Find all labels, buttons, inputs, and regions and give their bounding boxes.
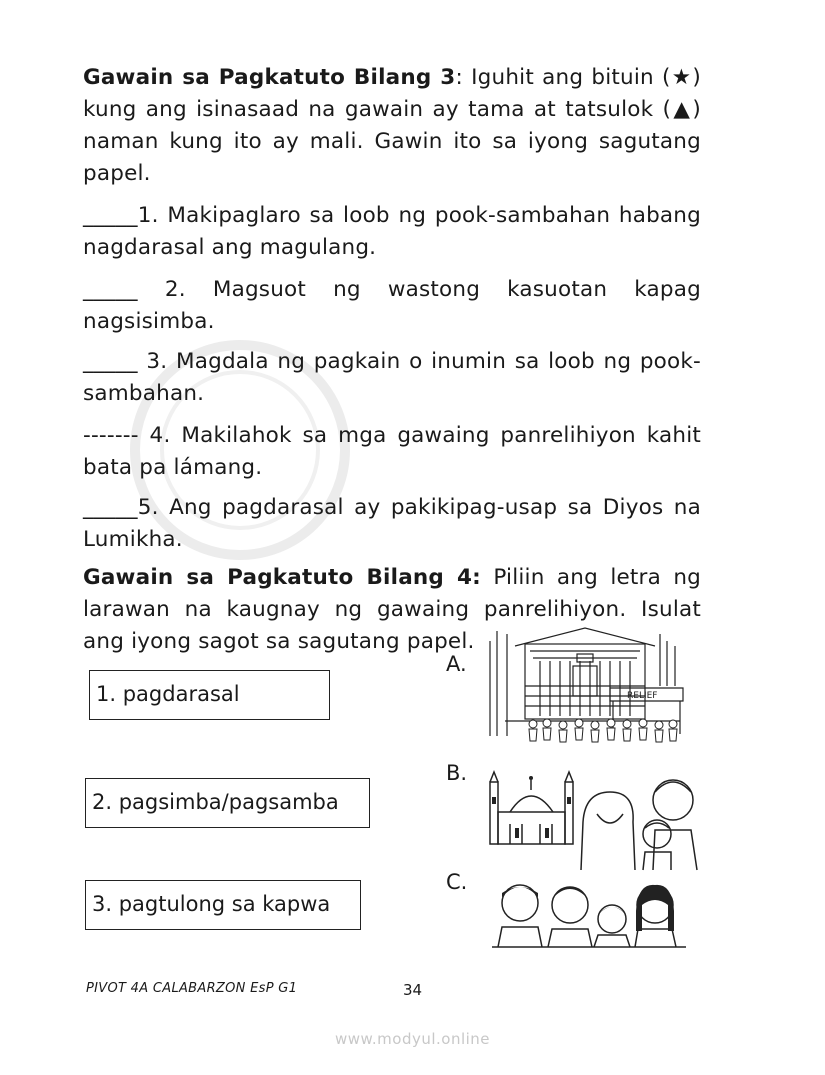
activity3-item-2	[83, 274, 701, 338]
picture-a-church-relief	[485, 626, 685, 746]
choice-box-3: 3. pagtulong sa kapwa	[85, 880, 361, 930]
activity3-title: Gawain sa Pagkatuto Bilang 3	[83, 65, 456, 90]
picture-c-praying-family	[490, 875, 690, 955]
choice-box-1: 1. pagdarasal	[89, 670, 330, 720]
item-text: 3. Magdala ng pagkain o inumin sa loob ng pook-sambahan.	[83, 349, 701, 406]
answer-blank: _____	[83, 495, 138, 520]
page-number: 34	[403, 981, 423, 999]
letter-b: B.	[446, 761, 468, 785]
activity4-title: Gawain sa Pagkatuto Bilang 4:	[83, 565, 481, 590]
item-text: 2. Magsuot ng wastong kasuotan kapag nagsisimba.	[83, 277, 701, 334]
activity3-item-4	[83, 420, 701, 484]
picture-b-mosque-family	[485, 762, 710, 872]
item-text: 1. Makipaglaro sa loob ng pook-sambahan habang nagdarasal ang magulang.	[83, 203, 701, 260]
activity3-item-3	[83, 346, 701, 410]
item-text: 5. Ang pagdarasal ay pakikipag-usap sa Diyos na Lumikha.	[83, 495, 701, 552]
triangle-icon: ▲	[671, 97, 693, 122]
activity3-instruction: Gawain sa Pagkatuto Bilang 3: Iguhit ang bituin (★) kung ang isinasaad na gawain ay tama at tatsulok (▲) naman kung ito ay mali. Gawin ito sa iyong sagutang papel.	[83, 65, 701, 186]
star-icon: ★	[670, 65, 693, 90]
activity3-item-5	[83, 492, 701, 556]
choice-box-2: 2. pagsimba/pagsamba	[85, 778, 370, 828]
answer-blank: _____	[83, 203, 138, 228]
site-watermark: www.modyul.online	[334, 1030, 491, 1048]
letter-c: C.	[446, 870, 468, 894]
item-text: 4. Makilahok sa mga gawaing panrelihiyon kahit bata pa lámang.	[83, 423, 701, 480]
answer-blank: _____	[83, 277, 138, 302]
relief-sign: RELIEF	[627, 691, 658, 701]
letter-a: A.	[446, 652, 467, 676]
activity4-instruction: Gawain sa Pagkatuto Bilang 4: Piliin ang letra ng larawan na kaugnay ng gawaing panrelihiyon. Isulat ang iyong sagot sa sagutang papel.	[83, 565, 701, 654]
answer-blank: _____	[83, 349, 138, 374]
footer-source: PIVOT 4A CALABARZON EsP G1	[86, 981, 298, 996]
answer-blank: -------	[83, 423, 139, 448]
activity3-item-1	[83, 200, 701, 264]
